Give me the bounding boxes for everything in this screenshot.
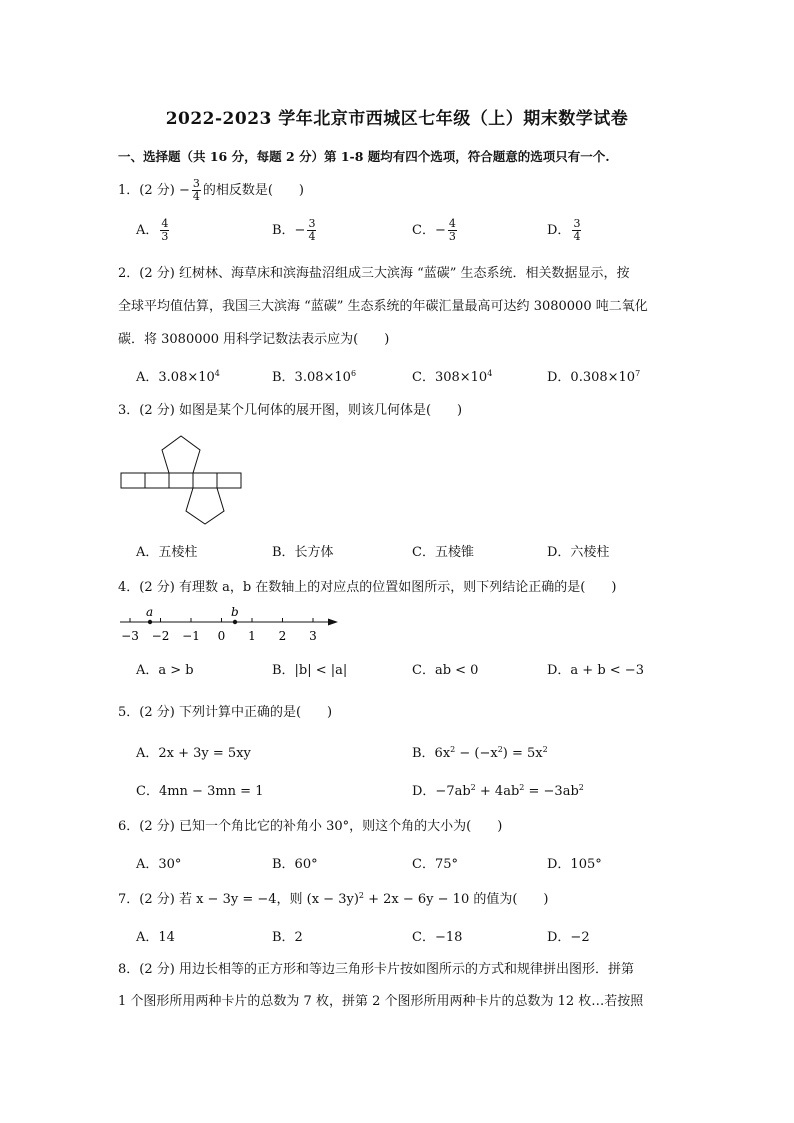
q1-b-fraction	[307, 218, 316, 243]
point-a-dot	[148, 620, 152, 624]
number-line-tick-label: −1	[182, 629, 200, 643]
q7-stem-part-1: 7．(2 分) 若 x − 3y = −4，则 (x − 3y)	[118, 892, 359, 907]
q1-a-label: A．	[136, 223, 159, 238]
q3-option-d[interactable]: D．六棱柱	[547, 545, 610, 560]
q5-stem: 5．(2 分) 下列计算中正确的是( )	[118, 705, 333, 720]
q1-c-den: 3	[448, 230, 456, 243]
q6-option-d[interactable]: D．105°	[547, 857, 602, 872]
q2-option-b[interactable]	[272, 366, 356, 385]
number-line-tick-label: 0	[217, 629, 226, 643]
net-face-3	[169, 473, 193, 488]
q1-a-den: 3	[161, 230, 169, 243]
q4-option-c[interactable]: C．ab < 0	[412, 663, 479, 678]
net-face-4	[193, 473, 217, 488]
q5-d-part-1: D．−7ab	[412, 784, 471, 799]
point-b-dot	[233, 620, 237, 624]
q4-option-d[interactable]: D．a + b < −3	[547, 663, 644, 678]
q5-b-sup-3: 2	[542, 745, 548, 754]
q7-option-c[interactable]: C．−18	[412, 930, 463, 945]
point-a-label: a	[146, 605, 154, 619]
q1-d-num: 3	[573, 217, 581, 230]
q5-d-sup-3: 2	[578, 783, 584, 792]
q2-line-2: 全球平均值估算，我国三大滨海 “蓝碳” 生态系统的年碳汇量最高可达约 3080000 吨二氧化	[118, 299, 648, 314]
q1-option-c[interactable]	[412, 218, 459, 243]
number-line-tick-label: −3	[121, 629, 139, 643]
q2-d-text: D．0.308×10	[547, 370, 636, 385]
q6-option-b[interactable]: B．60°	[272, 857, 318, 872]
q5-option-b[interactable]	[412, 742, 548, 761]
number-line-tick-label: 3	[309, 629, 317, 643]
q2-b-text: B．3.08×10	[272, 370, 351, 385]
q7-option-a[interactable]: A．14	[136, 930, 175, 945]
net-face-5	[217, 473, 241, 488]
q1-a-num: 4	[161, 217, 169, 230]
q4-stem: 4．(2 分) 有理数 a，b 在数轴上的对应点的位置如图所示，则下列结论正确的是( )	[118, 580, 617, 595]
question-1	[118, 178, 304, 203]
q1-b-num: 3	[308, 217, 316, 230]
q1-d-den: 4	[573, 230, 581, 243]
q2-a-text: A．3.08×10	[136, 370, 215, 385]
prism-net-figure	[118, 430, 248, 526]
q1-a-fraction	[160, 218, 169, 243]
q1-frac-num: 3	[192, 177, 200, 190]
q5-option-c[interactable]: C．4mn − 3mn = 1	[136, 784, 264, 799]
q6-option-a[interactable]: A．30°	[136, 857, 182, 872]
q7-stem	[118, 888, 549, 907]
q5-d-sup-2: 2	[519, 783, 525, 792]
net-face-2	[145, 473, 169, 488]
q5-b-part-1: B．6x	[412, 746, 451, 761]
q5-option-d[interactable]	[412, 780, 584, 799]
q1-d-label: D．	[547, 223, 571, 238]
q2-option-a[interactable]	[136, 366, 220, 385]
point-b-label: b	[231, 605, 239, 619]
q2-option-d[interactable]	[547, 366, 640, 385]
q5-b-sup-2: 2	[497, 745, 503, 754]
q1-stem-prefix: 1．(2 分) −	[118, 183, 190, 198]
q2-c-exp: 4	[487, 369, 493, 378]
q3-option-b[interactable]: B．长方体	[272, 545, 334, 560]
q7-stem-sup: 2	[358, 891, 364, 900]
number-line-arrow-icon	[328, 619, 338, 626]
q1-d-fraction	[572, 218, 581, 243]
q1-option-b[interactable]	[272, 218, 318, 243]
number-line-tick-label: 1	[248, 629, 256, 643]
q1-stem-suffix: 的相反数是( )	[202, 183, 304, 198]
q2-a-exp: 4	[214, 369, 220, 378]
number-line-tick-label: 2	[278, 629, 287, 643]
q4-option-b[interactable]: B．|b| < |a|	[272, 663, 348, 678]
q1-frac-den: 4	[192, 190, 200, 203]
q5-d-part-2: + 4ab	[475, 784, 520, 799]
q5-d-sup-1: 2	[470, 783, 476, 792]
q1-c-num: 4	[448, 217, 456, 230]
q3-option-a[interactable]: A．五棱柱	[136, 545, 198, 560]
q7-stem-part-2: + 2x − 6y − 10 的值为( )	[363, 892, 549, 907]
q2-d-exp: 7	[635, 369, 641, 378]
q2-line-3: 碳．将 3080000 用科学记数法表示应为( )	[118, 332, 390, 347]
section-heading: 一、选择题（共 16 分，每题 2 分）第 1-8 题均有四个选项，符合题意的选项只有一个.	[118, 149, 610, 164]
q2-option-c[interactable]	[412, 366, 492, 385]
page-title: 2022-2023 学年北京市西城区七年级（上）期末数学试卷	[165, 109, 629, 129]
q5-d-part-3: = −3ab	[524, 784, 579, 799]
q7-option-d[interactable]: D．−2	[547, 930, 590, 945]
q2-line-1: 2．(2 分) 红树林、海草床和滨海盐沼组成三大滨海 “蓝碳” 生态系统．相关数据显示，按	[118, 266, 630, 281]
net-face-1	[121, 473, 145, 488]
q8-line-1: 8．(2 分) 用边长相等的正方形和等边三角形卡片按如图所示的方式和规律拼出图形．拼第	[118, 962, 634, 977]
q2-b-exp: 6	[350, 369, 357, 378]
q2-c-text: C．308×10	[412, 370, 488, 385]
net-bottom-pentagon	[186, 488, 224, 524]
q1-c-fraction	[448, 218, 457, 243]
q5-b-part-2: − (−x	[455, 746, 498, 761]
q3-option-c[interactable]: C．五棱锥	[412, 545, 474, 560]
q1-c-label: C．−	[412, 223, 446, 238]
q6-stem: 6．(2 分) 已知一个角比它的补角小 30°，则这个角的大小为( )	[118, 819, 503, 834]
q1-b-den: 4	[308, 230, 316, 243]
q8-line-2: 1 个图形所用两种卡片的总数为 7 枚，拼第 2 个图形所用两种卡片的总数为 12 枚…若按照	[118, 994, 644, 1009]
q1-fraction	[192, 178, 201, 203]
q7-option-b[interactable]: B．2	[272, 930, 303, 945]
q5-b-part-3: ) = 5x	[502, 746, 543, 761]
number-line-tick-label: −2	[151, 629, 170, 643]
number-line-figure	[114, 600, 344, 648]
q4-option-a[interactable]: A．a > b	[136, 663, 194, 678]
q3-stem: 3．(2 分) 如图是某个几何体的展开图，则该几何体是( )	[118, 403, 463, 418]
q1-b-label: B．−	[272, 223, 306, 238]
q6-option-c[interactable]: C．75°	[412, 857, 458, 872]
net-top-pentagon	[162, 436, 200, 473]
q1-option-a[interactable]	[136, 218, 171, 243]
q5-b-sup-1: 2	[450, 745, 456, 754]
q5-option-a[interactable]: A．2x + 3y = 5xy	[136, 746, 251, 761]
q1-option-d[interactable]	[547, 218, 583, 243]
